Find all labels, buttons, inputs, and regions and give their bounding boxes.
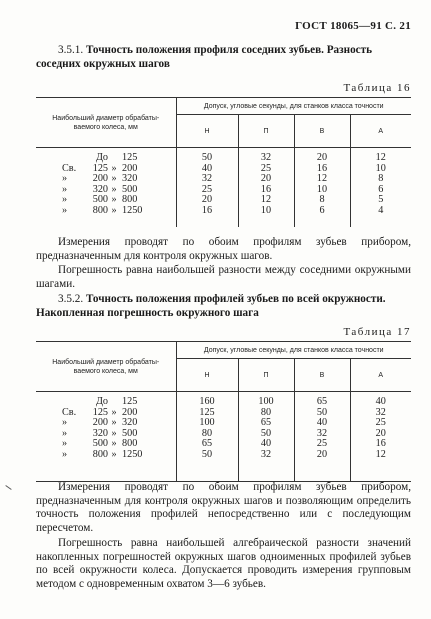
- row-label: [62, 408, 176, 419]
- row-labels: [36, 148, 176, 228]
- values-col-p: [238, 148, 294, 228]
- group-header: Допуск, угловые секунды, для станков класса точности: [176, 342, 411, 359]
- row-label-part: »: [111, 173, 117, 184]
- cell-value: 16: [201, 204, 213, 216]
- row-label: [62, 153, 176, 164]
- section-number: 3.5.1.: [58, 44, 84, 56]
- values-col-v: [294, 392, 350, 482]
- paragraph: Погрешность равна наибольшей разности между соседними окружными шагами.: [36, 264, 411, 290]
- row-label-part: »: [111, 406, 117, 418]
- column-header: П: [238, 115, 294, 148]
- row-label-part: 200: [122, 406, 138, 418]
- row-label-part: »: [62, 427, 68, 439]
- row-label-part: 200: [122, 162, 138, 174]
- column-header: В: [294, 115, 350, 148]
- cell-value: 10: [260, 204, 272, 216]
- cell-value: 32: [316, 427, 328, 439]
- row-label-part: 800: [122, 438, 138, 449]
- column-header: В: [294, 359, 350, 392]
- row-label-part: »: [62, 204, 68, 216]
- section-3-5-1-heading: [36, 44, 408, 71]
- row-label-part: »: [111, 438, 117, 449]
- cell-value: 20: [316, 152, 328, 163]
- column-header: А: [350, 359, 411, 392]
- paragraph: Погрешность равна наибольшей алгебраической разности значений накопленных погрешностей окружных шагов одноименных профилей зубьев по всей окружности колеса. Допускается проводить измерения групповым методом с одновременным охватом 3—6 зубьев.: [36, 537, 411, 590]
- cell-value: 4: [378, 204, 384, 216]
- cell-value: 40: [260, 438, 272, 449]
- cell-value: 5: [378, 194, 384, 205]
- row-label: [62, 397, 176, 408]
- row-label: [62, 206, 176, 217]
- column-header: Н: [176, 359, 238, 392]
- cell-value: 8: [378, 173, 384, 184]
- row-label: [62, 174, 176, 185]
- cell-value: 8: [319, 194, 325, 205]
- values-col-n: [176, 148, 238, 228]
- cell-value: 12: [375, 152, 386, 163]
- row-label-part: »: [62, 173, 68, 184]
- cell-value: 50: [260, 427, 272, 439]
- cell-value: 100: [258, 396, 274, 407]
- cell-value: 16: [260, 183, 272, 195]
- stub-header: Наибольший диаметр обрабатываемого колеса, мм: [52, 358, 160, 375]
- cell-value: 80: [201, 427, 213, 439]
- row-label-part: 320: [92, 427, 108, 439]
- cell-value: 40: [201, 162, 213, 174]
- cell-value: 12: [375, 448, 386, 460]
- paragraph: Измерения проводят по обоим профилям зубьев прибором, предназначенным для контроля окружных шагов.: [36, 236, 411, 262]
- row-label-part: 500: [92, 194, 108, 205]
- row-label: [62, 450, 176, 461]
- cell-value: 40: [316, 417, 328, 428]
- row-label-part: »: [62, 438, 68, 449]
- cell-value: 10: [375, 162, 386, 174]
- cell-value: 16: [375, 438, 386, 449]
- cell-value: 25: [201, 183, 213, 195]
- cell-value: 65: [201, 438, 213, 449]
- row-label-part: 320: [122, 173, 138, 184]
- values-col-p: [238, 392, 294, 482]
- cell-value: 16: [316, 162, 328, 174]
- row-label-part: 800: [92, 204, 108, 216]
- cell-value: 12: [316, 173, 328, 184]
- row-label-part: Св.: [62, 162, 77, 174]
- cell-value: 20: [260, 173, 272, 184]
- row-label-part: Св.: [62, 406, 77, 418]
- row-label-part: 1250: [122, 204, 143, 216]
- row-label-part: »: [111, 194, 117, 205]
- cell-value: 32: [375, 406, 386, 418]
- table-17-caption: Таблица 17: [343, 326, 411, 338]
- row-label-part: 125: [122, 152, 138, 163]
- row-label-part: До: [95, 152, 108, 163]
- cell-value: 100: [199, 417, 215, 428]
- row-label-part: »: [111, 427, 117, 439]
- row-label-part: »: [111, 204, 117, 216]
- row-labels: [36, 392, 176, 482]
- cell-value: 50: [316, 406, 328, 418]
- cell-value: 50: [201, 448, 213, 460]
- cell-value: 40: [375, 396, 386, 407]
- cell-value: 6: [378, 183, 384, 195]
- column-header: А: [350, 115, 411, 148]
- section-title: Точность положения профилей зубьев по всей окружности. Накопленная погрешность окружного шага: [36, 293, 386, 319]
- row-label: [62, 185, 176, 196]
- page-header: ГОСТ 18065—91 С. 21: [295, 20, 411, 32]
- cell-value: 65: [316, 396, 328, 407]
- row-label-part: 125: [92, 162, 108, 174]
- margin-mark: [5, 485, 11, 490]
- row-label-part: »: [111, 448, 117, 460]
- row-label-part: »: [62, 448, 68, 460]
- row-label-part: 320: [92, 183, 108, 195]
- section-number: 3.5.2.: [58, 293, 84, 305]
- cell-value: 50: [201, 152, 213, 163]
- row-label-part: 320: [122, 417, 138, 428]
- cell-value: 12: [260, 194, 272, 205]
- row-label-part: 500: [122, 183, 138, 195]
- row-label-part: »: [111, 162, 117, 174]
- row-label-part: »: [62, 417, 68, 428]
- cell-value: 32: [260, 152, 272, 163]
- row-label: [62, 195, 176, 206]
- section-3-5-2-heading: [36, 293, 408, 320]
- group-header: Допуск, угловые секунды, для станков класса точности: [176, 98, 411, 115]
- row-label: [62, 429, 176, 440]
- row-label-part: До: [95, 396, 108, 407]
- row-label-part: »: [62, 183, 68, 195]
- cell-value: 25: [375, 417, 386, 428]
- row-label: [62, 164, 176, 175]
- row-label-part: 200: [92, 417, 108, 428]
- cell-value: 20: [316, 448, 328, 460]
- cell-value: 32: [260, 448, 272, 460]
- cell-value: 125: [199, 406, 215, 418]
- values-col-v: [294, 148, 350, 228]
- cell-value: 10: [316, 183, 328, 195]
- cell-value: 65: [260, 417, 272, 428]
- values-col-n: [176, 392, 238, 482]
- row-label-part: 125: [92, 406, 108, 418]
- row-label-part: 125: [122, 396, 138, 407]
- table-16-caption: Таблица 16: [343, 82, 411, 94]
- row-label-part: 500: [122, 427, 138, 439]
- cell-value: 6: [319, 204, 325, 216]
- stub-header: Наибольший диаметр обрабатываемого колеса, мм: [52, 114, 160, 131]
- row-label-part: 200: [92, 173, 108, 184]
- table-17: [36, 341, 411, 482]
- row-label-part: 800: [92, 448, 108, 460]
- row-label-part: »: [111, 417, 117, 428]
- cell-value: 25: [260, 162, 272, 174]
- row-label-part: 500: [92, 438, 108, 449]
- paragraph: Измерения проводят по обоим профилям зубьев прибором, предназначенным для контроля окружных шагов и позволяющим определить точность положения профилей непосредственно или с последующим пересчетом.: [36, 481, 411, 534]
- row-label-part: 1250: [122, 448, 143, 460]
- column-header: П: [238, 359, 294, 392]
- column-header: Н: [176, 115, 238, 148]
- cell-value: 20: [375, 427, 386, 439]
- row-label-part: »: [111, 183, 117, 195]
- row-label: [62, 418, 176, 429]
- row-label: [62, 439, 176, 450]
- row-label-part: »: [62, 194, 68, 205]
- section-title: Точность положения профиля соседних зубьев. Разность соседних окружных шагов: [36, 44, 373, 70]
- row-label-part: 800: [122, 194, 138, 205]
- cell-value: 20: [201, 194, 213, 205]
- cell-value: 25: [316, 438, 328, 449]
- cell-value: 160: [199, 396, 215, 407]
- cell-value: 80: [260, 406, 272, 418]
- cell-value: 32: [201, 173, 213, 184]
- values-col-a: [350, 392, 411, 482]
- table-16: [36, 97, 411, 227]
- values-col-a: [350, 148, 411, 228]
